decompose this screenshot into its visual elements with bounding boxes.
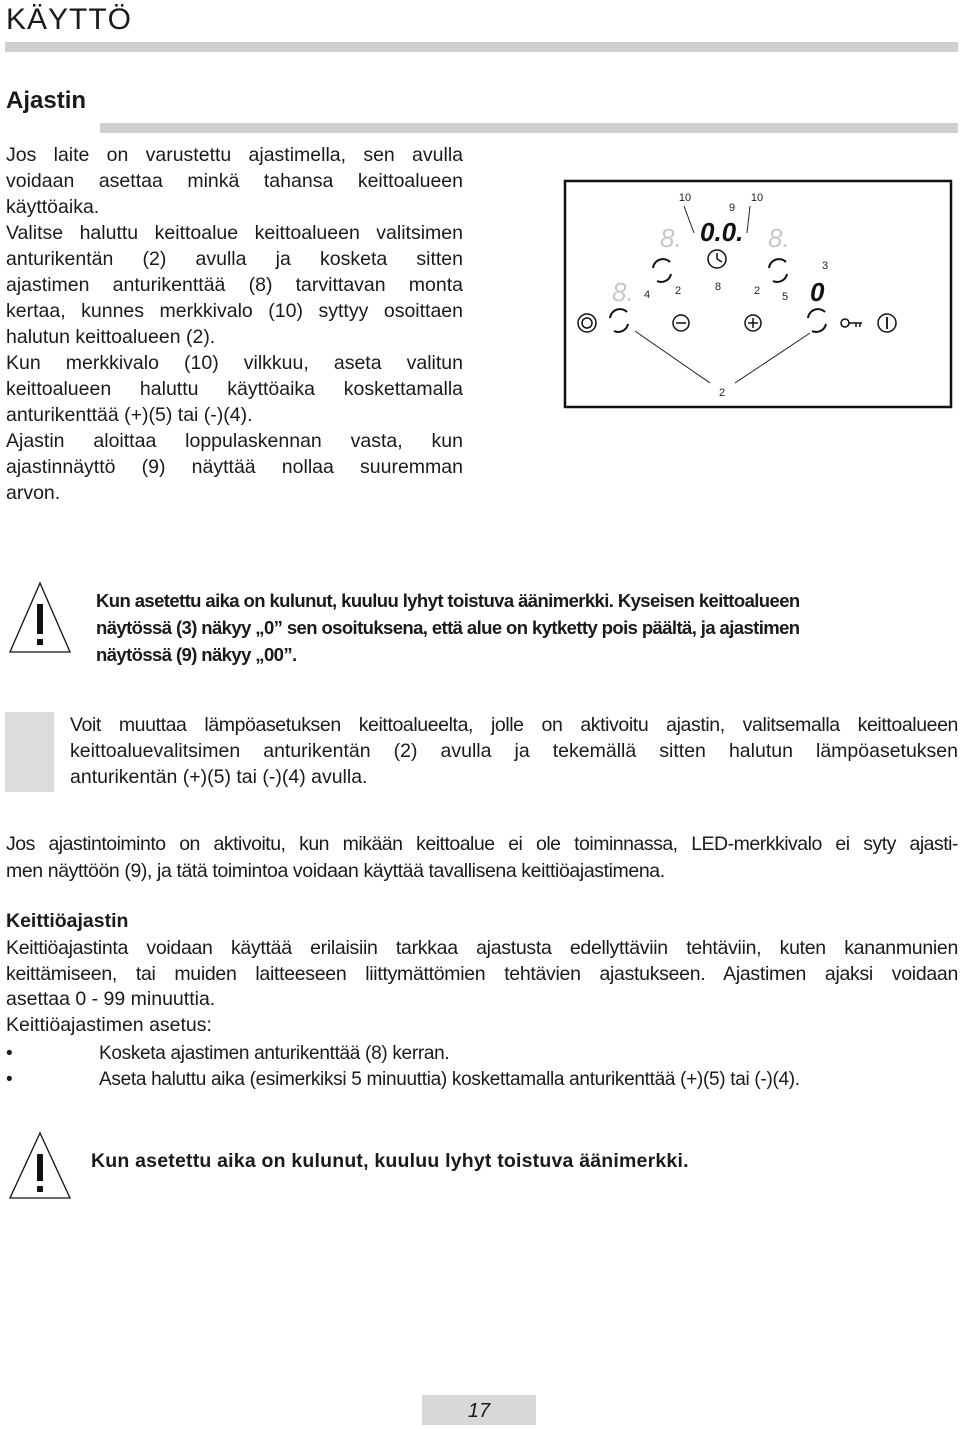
display-left-bottom: 8. [612,277,634,307]
intro-line: Jos laite on varustettu ajastimella, sen avulla [6,144,463,166]
display-left-top: 8. [660,223,682,253]
intro-line: ajastinnäyttö (9) näyttää nollaa suuremman [6,456,463,478]
intro-line: anturikentän (2) avulla ja kosketa sitten [6,248,463,270]
label-2-left: 2 [675,285,682,297]
standalone-line: Jos ajastintoiminto on aktivoitu, kun mikään keittoalue ei ole toiminnassa, LED-merkkivalo ei syty ajasti- [6,833,958,855]
display-timer: 0.0. [700,217,744,247]
kitchen-timer-heading: Keittiöajastin [6,910,129,932]
section-title: Ajastin [6,87,87,114]
label-3: 3 [822,260,829,272]
display-zone-right: 0 [810,277,825,307]
intro-line: Kun merkkivalo (10) vilkkuu, aseta valitun [6,352,463,374]
intro-line: ajastimen anturikenttää (8) tarvittavan monta [6,274,463,296]
label-10-right: 10 [750,192,764,204]
warning-message: Kun asetettu aika on kulunut, kuuluu lyhyt toistuva äänimerkki. [91,1150,689,1172]
note-line: anturikentän (+)(5) tai (-)(4) avulla. [70,766,368,788]
label-5: 5 [782,291,789,303]
label-2-bottom: 2 [718,387,726,399]
warning-message [96,587,958,668]
note-line: Voit muuttaa lämpöasetuksen keittoalueelta, jolle on aktivoitu ajastin, valitsemalla keittoalueen [70,714,958,736]
intro-line: anturikenttää (+)(5) tai (-)(4). [6,404,253,426]
bullet-marker: • [6,1043,13,1064]
warning-line: Kun asetettu aika on kulunut, kuuluu lyhyt toistuva äänimerkki. Kyseisen keittoalueen [96,590,800,611]
intro-paragraph [6,142,463,506]
label-10-left: 10 [678,192,692,204]
kitchen-timer-paragraph [6,936,958,1038]
note-marker [5,712,54,792]
intro-line: käyttöaika. [6,196,100,218]
section-divider [100,123,958,133]
warning-line: näytössä (3) näkyy „0” sen osoituksena, että alue on kytketty pois päältä, ja ajastimen [96,617,800,638]
bullet-item: Aseta haluttu aika (esimerkiksi 5 minuuttia) koskettamalla anturikenttää (+)(5) tai (-)(4). [99,1069,800,1090]
note-paragraph [70,712,958,790]
intro-line: kertaa, kunnes merkkivalo (10) syttyy osoittaen [6,300,463,322]
page-title: KÄYTTÖ [6,3,133,36]
title-divider [5,42,958,52]
standalone-line: men näyttöön (9), ja tätä toimintoa voidaan käyttää tavallisena keittiöajastimena. [6,860,665,882]
bullet-item: Kosketa ajastimen anturikenttää (8) kerran. [99,1043,450,1064]
label-8: 8 [715,281,722,293]
intro-line: keittoalueen haluttu käyttöaika koskettamalla [6,378,463,400]
kitchen-timer-line: Keittiöajastinta voidaan käyttää erilaisiin tarkkaa ajastusta edellyttäviin tehtäviin, kuten kananmunien [6,937,958,959]
label-9: 9 [728,202,736,214]
label-2-right: 2 [754,285,761,297]
bullet-marker: • [6,1069,13,1090]
intro-line: Valitse haluttu keittoalue keittoalueen valitsimen [6,222,463,244]
intro-line: Ajastin aloittaa loppulaskennan vasta, kun [6,430,463,452]
kitchen-timer-line: asettaa 0 - 99 minuuttia. [6,988,216,1010]
warning-icon [8,580,72,656]
intro-line: halutun keittoalueen (2). [6,326,216,348]
control-panel-diagram [560,178,956,410]
intro-line: arvon. [6,482,61,504]
display-right-top: 8. [768,223,790,253]
warning-icon [8,1130,72,1202]
kitchen-timer-line: Keittiöajastimen asetus: [6,1013,212,1036]
label-4: 4 [644,289,651,301]
kitchen-timer-line: keittämiseen, tai muiden laitteeseen liittymättömien tehtävien ajastukseen. Ajastimen ajaksi voidaan [6,962,958,985]
note-line: keittoaluevalitsimen anturikentän (2) avulla ja tekemällä sitten halutun lämpöasetuksen [70,740,958,762]
intro-line: voidaan asettaa minkä tahansa keittoalueen [6,170,463,192]
standalone-paragraph [6,831,958,885]
warning-line: näytössä (9) näkyy „00”. [96,644,297,665]
page-number: 17 [422,1395,536,1425]
